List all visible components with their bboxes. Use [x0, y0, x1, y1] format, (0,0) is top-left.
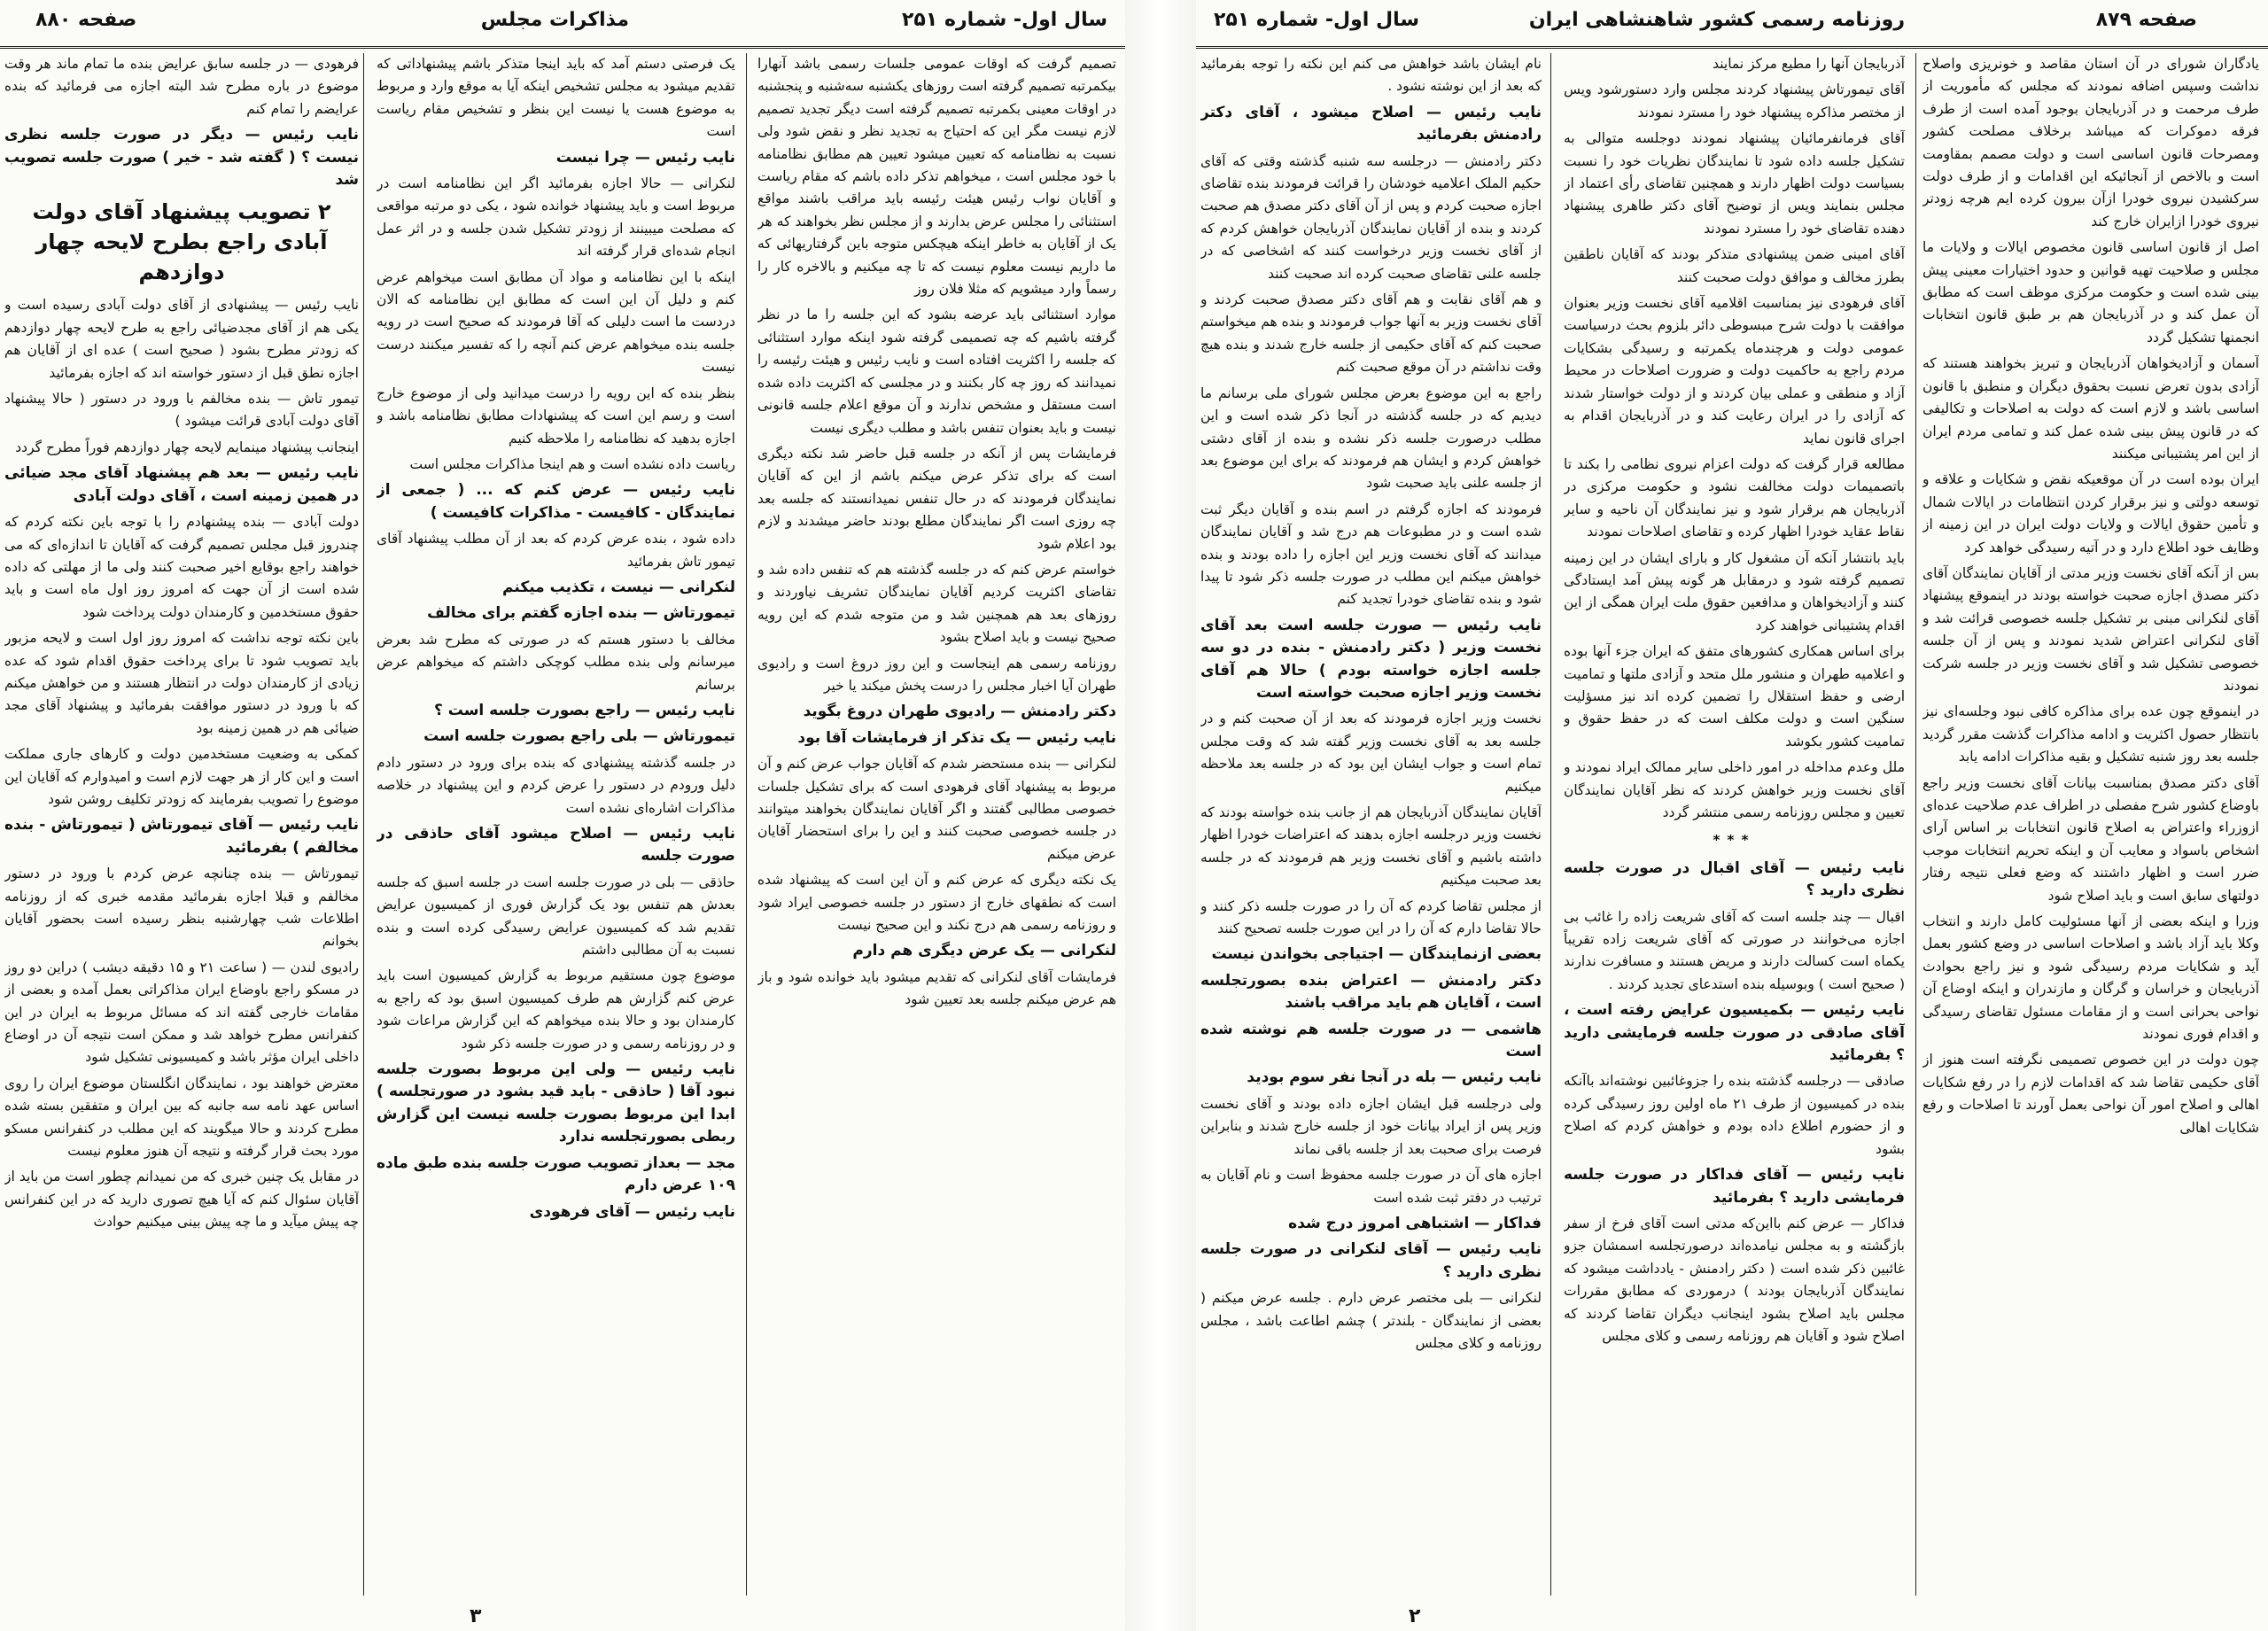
speaker-line: هاشمی — در صورت جلسه هم نوشته شده است: [1200, 1020, 1542, 1061]
speaker-line: نایب رئیس — بعد هم پیشنهاد آقای مجد ضیائی در همین زمینه است ، آقای دولت آبادی: [4, 464, 359, 505]
paragraph: باید بانتشار آنکه آن مشغول کار و بارای ایشان در این زمینه تصمیم گرفته شود و درمقابل هر گونه پیش آمد ایستادگی کنند و آزادیخواهان و مدافعین حقوق ملت ایران همگی از این اقدام پشتیبانی خواهند کرد: [1564, 549, 1905, 633]
paragraph: باین نکته توجه نداشت که امروز روز اول است و لایحه مزبور باید تصویب شود تا برای پرداخت حقوق اقدام شود که عده زیادی از کارمندان دولت در انتظار هستند و من خواهش میکنم که با ورود در دستور موافقت بفرمائید و پیشنهاد آقای مجد ضیائی هم در همین زمینه بود: [4, 630, 359, 736]
paragraph: آقای تیمورتاش پیشنهاد کردند مجلس وارد دستورشود ویس از مختصر مذاکره پیشنهاد خود را مسترد نمودند: [1564, 82, 1905, 120]
left-page: [0, 0, 1125, 1631]
paragraph: لنکرانی — بلی مختصر عرض دارم . جلسه عرض میکنم ( بعضی از نمایندگان - بلندتر ) چشم اطاعت باشد ، مجلس روزنامه و کلای مجلس: [1200, 1290, 1542, 1351]
paragraph: تیمورتاش — بنده چنانچه عرض کردم با ورود در دستور مخالفم و قبلا اجازه بفرمائید مقدمه خبری که از روزنامه اطلاعات شب چهارشنبه بنظر رسیده است بحضور آقایان بخوانم: [4, 866, 359, 950]
left-page-column-right: [757, 53, 1116, 1596]
column-divider: [1915, 53, 1916, 1596]
paragraph: در مقابل یک چنین خبری که من نمیدانم چطور است من باید از آقایان سئوال کنم که آیا هیچ تصوری دارید که در این کنفرانس چه پیش میآید و ما چه پیش بینی میکنیم حوادث: [4, 1169, 359, 1231]
paragraph: معترض خواهند بود ، نمایندگان انگلستان موضوع ایران را روی اساس عهد نامه سه جانبه که بین ایران و متفقین بسته شده مطرح کردند و حالا میگویند که این مطلب در کنفرانس مسکو مورد بحث قرار گرفته و نتیجه آن هنوز معلوم نیست: [4, 1075, 359, 1160]
right-page-header: [1196, 0, 2268, 49]
paragraph: اینکه با این نظامنامه و مواد آن مطابق است میخواهم عرض کنم و دلیل آن این است که مطابق این نظامنامه که الان دردست ما است دلیلی که آقا فرمودند که صحیح است در رویه جلسه بنده میخواهم عرض کنم آنچه را که تفسیر میکنند درست نیست: [377, 268, 735, 376]
right-page-column-left: [1200, 53, 1542, 1596]
paragraph: راجع به این موضوع بعرض مجلس شورای ملی برسانم ما دیدیم که در جلسه گذشته در آنجا ذکر شده است و این مطلب درصورت جلسه ذکر نشده و بنده از آقای دشتی خواهش کردم و ایشان هم فرمودند که برای این موضوع بعد از جلسه علنی باید صحبت شود: [1200, 384, 1542, 492]
paragraph: مخالف با دستور هستم که در صورتی که مطرح شد بعرض میرسانم ولی بنده مطلب کوچکی داشتم که میخواهم عرض برسانم: [377, 631, 735, 693]
speaker-line: نایب رئیس — آقای تیمورتاش ( تیمورتاش - بنده مخالفم ) بفرمائید: [4, 816, 359, 857]
speaker-line: دکتر رادمنش — اعتراض بنده بصورتجلسه است ، آقایان هم باید مراقب باشند: [1200, 971, 1542, 1013]
speaker-line: نایب رئیس — بله در آنجا نفر سوم بودید: [1247, 1068, 1542, 1087]
paragraph: برای اساس همکاری کشورهای متفق که ایران جزء آنها بوده و اعلامیه طهران و منشور ملل متحد و آزادی ملتها و تمامیت ارضی و حفظ استقلال را تضمین کرده اند نیز مسؤلیت سنگین است و دولت مکلف است که در حفظ حقوق و تمامیت کشور بکوشد: [1564, 643, 1905, 749]
paragraph: در جلسه گذشته پیشنهادی که بنده برای ورود در دستور دادم دلیل ورودم در دستور را عرض کردم و این پیشنهاد در خلاصه مذاکرات اشاره‌ای نشده است: [377, 754, 735, 816]
paragraph: روزنامه رسمی هم اینجاست و این روز دروغ است و رادیوی طهران آیا اخبار مجلس را درست پخش میکند یا خیر: [757, 655, 1116, 694]
paragraph: فداکار — عرض کنم بااین‌که مدتی است آقای فرخ از سفر بازگشته و به مجلس نیامده‌اند درصورتجلسه اسمشان جزو غائبین ذکر شده است ( دکتر رادمنش - یادداشت میشود که نمایندگان آذربایجان بودند ) درموردی که مطابق مقررات مجلس باید اصلاح بشود اینجانب دیگران تقاضا کردند که اصلاح شود و آقایان هم روزنامه رسمی و کلای مجلس: [1564, 1215, 1905, 1344]
right-header-title: روزنامه رسمی کشور شاهنشاهی ایران: [1528, 9, 1905, 31]
paragraph: از مجلس تقاضا کردم که آن را در صورت جلسه ذکر کنند و حالا تقاضا دارم که آن را در این صورت جلسه تصحیح کنند: [1200, 897, 1542, 937]
speaker-line: دکتر رادمنش — رادیوی طهران دروغ بگوید: [803, 703, 1116, 721]
column-divider: [363, 53, 364, 1596]
paragraph: موضوع چون مستقیم مربوط به گزارش کمیسیون است باید عرض کنم گزارش هم طرف کمیسیون اسبق بود که راجع به کارمندان بود و حالا بنده میخواهم که این گزارش مراعات شود و در روزنامه رسمی و در صورت جلسه ذکر شود: [377, 967, 735, 1052]
paragraph: چون دولت در این خصوص تصمیمی نگرفته است هنوز از آقای حکیمی تقاضا شد که اقدامات لازم را در رفع شکایات اهالی و اصلاح امور آن نواحی بعمل آورند تا اصلاحات و رفع شکایات اهالی: [1922, 1052, 2259, 1136]
paragraph: آسمان و آزادیخواهان آذربایجان و تبریز بخواهند هستند که آزادی بدون تعرض نسبت بحقوق دیگران و منطبق با قانون اساسی باشد و لازم است که دولت به اصلاحات و تکالیفی که در قانون پیش بینی شده عمل کند و تمامی مردم ایران از این امر پشتیبانی میکنند: [1922, 355, 2259, 462]
speaker-line: تیمورتاش — بنده اجازه گفتم برای مخالف: [427, 604, 735, 623]
speaker-line: نایب رئیس — دیگر در صورت جلسه نظری نیست ؟ ( گفته شد - خیر ) صورت جلسه تصویب شد: [4, 126, 359, 190]
left-header-title: مذاکرات مجلس: [480, 9, 629, 31]
paragraph: دکتر رادمنش — درجلسه سه شنبه گذشته وقتی که آقای حکیم الملک اعلامیه خودشان را قرائت فرمودند بنده تقاضای اجازه صحبت کردم و پس از آن آقای دکتر مصدق هم صحبت کردند و بنده از آقایان نمایندگان آذربایجان خواهش کردم که از آقای نخست وزیر درخواست کنند که اشخاصی که در جلسه علنی تقاضای صحبت کرده اند صحبت کنند: [1200, 152, 1542, 282]
paragraph: فرمایشات آقای لنکرانی که تقدیم میشود باید خوانده شود و باز هم عرض میکنم جلسه بعد تعیین شود: [757, 968, 1116, 1008]
left-page-column-middle: [377, 53, 735, 1596]
paragraph: لنکرانی — بنده مستحضر شدم که آقایان جواب عرض کنم و آن مربوط به پیشنهاد آقای فرهودی است که برای تشکیل جلسات خصوصی مطالبی گفتند و اگر آقایان نمایندگان بخواهند میتوانند در جلسه خصوصی صحبت کنند و این را برای استحضار آقایان عرض میکنم: [757, 756, 1116, 862]
speaker-line: نایب رئیس — صورت جلسه است بعد آقای نخست وزیر ( دکتر رادمنش - بنده در دو سه جلسه اجازه خواسته بودم ) حالا هم آقای نخست وزیر اجازه صحبت خواسته است: [1200, 616, 1542, 702]
paragraph: آقای فرهودی نیز بمناسبت اقلامیه آقای نخست وزیر بعنوان موافقت با دولت شرح مبسوطی دائر بلزوم بحث درسیاست عمومی دولت و هرچندماه یکمرتبه و رسیدگی بشکایات مردم راجع به حاکمیت دولت و ضرورت اصلاحات در محیط آزاد و منطقی و عملی بیان کردند و از دولت خواستار شدند که آزادی را در ایران رعایت کند و در آذربایجان اقدام به اجرای قانون نماید: [1564, 295, 1905, 447]
speaker-line: لنکرانی — نیست ، تکذیب میکنم: [502, 578, 735, 596]
speaker-line: نایب رئیس — آقای لنکرانی در صورت جلسه نظری دارید ؟: [1200, 1240, 1542, 1281]
speaker-line: بعضی ازنمایندگان — اجتیاجی بخواندن نیست: [1211, 945, 1542, 964]
right-page-column-right: [1922, 53, 2259, 1596]
paragraph: تیمور تاش — بنده مخالفم با ورود در دستور ( حالا پیشنهاد آقای دولت آبادی قرائت میشود ): [4, 391, 359, 430]
right-issue-label: سال اول- شماره ۲۵۱: [1214, 9, 1419, 31]
speaker-line: نایب رئیس — اصلاح میشود ، آقای دکتر رادمنش بفرمائید: [1200, 103, 1542, 144]
column-divider: [746, 53, 747, 1596]
left-page-header: [0, 0, 1125, 49]
paragraph: یادگاران شورای در آن استان مقاصد و خونریزی واصلاح نداشت وسپس اضافه نمودند که مجلس که مأموریت از طرف مرحمت و در آذربایجان بوجود آمده است از طرف فرقه دموکرات که میباشد برخلاف مصلحت کشور ومصرحات قانون اساسی است و دولت مصمم بمقاومت است و بالاخص از آنجائیکه این اقدامات و از طرف دولت سرکشیدن نیروی خودرا ازآن بیرون کرده ایم هرچه زودتر نیروی خودرا ازایران خارج کند: [1922, 56, 2259, 229]
speaker-line: نایب رئیس — یک تذکر از فرمایشات آقا بود: [797, 728, 1116, 747]
speaker-line: نایب رئیس — آقای اقبال در صورت جلسه نظری دارید ؟: [1564, 858, 1905, 900]
paragraph: آقای امینی ضمن پیشنهادی متذکر بودند که آقایان ناطقین بطرز مخالف و موافق دولت صحبت کنند: [1564, 246, 1905, 285]
paragraph: یک نکته دیگری که عرض کنم و آن این است که پیشنهاد شده است که نطقهای خارج از دستور در جلسه خصوصی ایراد شود و روزنامه رسمی هم درج نکند و این صحیح نیست: [757, 872, 1116, 934]
speaker-line: نایب رئیس — عرض کنم که ... ( جمعی از نمایندگان - کافیست - مذاکرات کافیست ): [377, 481, 735, 522]
paragraph: نخست وزیر اجازه فرمودند که بعد از آن صحبت کنم و در جلسه بعد به آقای نخست وزیر گفته شد که وقت مجلس تمام است و جواب ایشان این بود که در جلسه بعد ملاحظه میکنیم: [1200, 711, 1542, 795]
left-page-label: صفحه ۸۸۰: [35, 9, 137, 31]
paragraph: فرمودند که اجازه گرفتم در اسم بنده و آقایان دیگر ثبت شده است و در مطبوعات هم درج شد و آقایان نمایندگان میدانند که آقای نخست وزیر این اجازه را داده بودند و بنده خواهش میکنم این مطلب در صورت جلسه ذکر شود تا پیدا شود و بنده تقاضای خودرا تجدید کنم: [1200, 501, 1542, 608]
speaker-line: نایب رئیس — راجع بصورت جلسه است ؟: [433, 701, 735, 719]
paragraph: بس از آنکه آقای نخست وزیر مدتی از آقایان نمایندگان آقای دکتر مصدق اجازه صحبت خواسته بودند در اینموقع پیشنهاد آقای لنکرانی مبنی بر تشکیل جلسه خصوصی قرائت شد و آقای لنکرانی اعتراض شدید نمودند و پس از آن جلسه خصوصی تشکیل شد و آقای نخست وزیر در جلسه شرکت نمودند: [1922, 564, 2259, 694]
paragraph: یک فرصتی دستم آمد که باید اینجا متذکر باشم پیشنهاداتی که تقدیم میشود به مجلس تشخیص اینکه آیا به موقع وارد و مربوط به موضوع هست یا نیست این بنظر و تشخیص مقام ریاست است: [377, 56, 735, 140]
column-divider: [1550, 53, 1551, 1596]
paragraph: ریاست داده نشده است و هم اینجا مذاکرات مجلس است: [409, 455, 735, 472]
paragraph: لنکرانی — حالا اجازه بفرمائید اگر این نظامنامه است در مربوط است و باید پیشنهاد خوانده شود ، یکی دو مرتبه مواقعی که مصلحت میبینند از زودتر تشکیل شدن جلسه و در اثر عمل انجام شده‌ای قرار گرفته اند: [377, 175, 735, 260]
paragraph: و هم آقای نقابت و هم آقای دکتر مصدق صحبت کردند و آقای نخست وزیر به آنها جواب فرمودند و بنده هم میخواستم صحبت کنم که آقای حکیمی از جلسه خارج شدند و بنده هیچ وقت نداشتم در آن موقع صحبت کنم: [1200, 291, 1542, 376]
left-page-column-left: [4, 53, 359, 1596]
speaker-line: نایب رئیس — آقای فرهودی: [529, 1202, 735, 1221]
right-page-column-middle: [1564, 53, 1905, 1596]
speaker-line: نایب رئیس — چرا نیست: [555, 148, 735, 167]
paragraph: حاذقی — بلی در صورت جلسه است در جلسه اسبق که جلسه بعدش هم تنفس بود یک گزارش فوری از کمیسیون عرایض تقدیم شد که کمیسیون عرایض رسیدگی کرده است و بنده نسبت به آن مطالبی داشتم: [377, 874, 735, 959]
paragraph: خواستم عرض کنم که در جلسه گذشته هم که تنفس داده شد و تقاضای اکثریت کردیم آقایان نمایندگان تشریف نیاوردند و روزهای بعد هم همچنین شد و من متوجه شدم که این رویه صحیح نیست و باید اصلاح بشود: [757, 561, 1116, 646]
speaker-line: نایب رئیس — اصلاح میشود آقای حاذقی در صورت جلسه: [377, 825, 735, 866]
paragraph: اینجانب پیشنهاد مینمایم لایحه چهار دوازدهم فوراً مطرح گردد: [15, 439, 359, 455]
paragraph: تصمیم گرفت که اوقات عمومی جلسات رسمی باشد آنهارا بیکمرتبه تصمیم گرفته است روزهای یکشنبه سه‌شنبه و پنجشنبه در اوقات معینی بکمرتبه تصمیم گرفته است دیگر تجدید تصمیم لازم نیست مگر این که احتیاج به تجدید نظر و نقض شود ولی نسبت به نظامنامه که تعیین میشود تعیین هم مطابق نظامنامه با خود مجلس است ، میخواهم تذکر داده باشم که مقام ریاست و آقایان نواب رئیس هیئت رئیسه باید مراقب باشند مواقع استثنائی را مجلس عرض بدارند و از مجلس نظر بخواهند که هر یک از آقایان به خاطر اینکه هیچکس متوجه باین گرفتاریهائی که ما داریم نیست معلوم نیست که تا چه میکنیم و بالاخره کار را رسماً وارد میشویم که مثلا فلان روز: [757, 56, 1116, 298]
paragraph: ولی درجلسه قبل ایشان اجازه داده بودند و آقای نخست وزیر پس از ایراد بیانات خود از جلسه خارج شدند و بنابراین فرصت برای صحبت بعد از جلسه باقی نماند: [1200, 1095, 1542, 1157]
paragraph: فرهودی — در جلسه سابق عرایض بنده ما تمام ماند هر وقت موضوع در باره مطرح شد البته اجازه می فرمائید که بنده عرایضم را تمام کنم: [4, 56, 359, 117]
paragraph: آذربایجان آنها را مطیع مرکز نمایند: [1713, 56, 1905, 72]
paragraph: مطالعه قرار گرفت که دولت اعزام نیروی نظامی را بکند تا باتصمیمات دولت مخالفت نشود و حکومت مرکزی در آذربایجان هم برقرار شود و نیز نمایندگان آن ناحیه و سایر نقاط عقاید خودرا اظهار کرده و تقاضای اصلاحات نمودند: [1564, 455, 1905, 540]
paragraph: دولت آبادی — بنده پیشنهادم را با توجه باین نکته کردم که چندروز قبل مجلس تصمیم گرفت که آقایان تا اندازه‌ای که می خواهند راجع بوقایع اخیر صحبت کنند ولی ما از مهلتی که داده شده است از آن جهت که امروز روز اول ماه است و باید حقوق مستخدمین و کارمندان دولت پرداخت شود: [4, 514, 359, 620]
left-page-number: ۳: [470, 1605, 482, 1627]
paragraph: وزرا و اینکه بعضی از آنها مسئولیت کامل دارند و انتخاب وکلا باید آزاد باشد و اصلاحات اساسی در وضع کشور بعمل آید و شکایات مردم رسیدگی شود و نیز راجع بحوادث آذربایجان و خراسان و گرگان و مازندران و اینکه اوضاع آن نواحی بحرانی است و از مقامات مسئول تقاضای رسیدگی و اقدام فوری نمودند: [1922, 913, 2259, 1043]
paragraph: اصل از قانون اساسی قانون مخصوص ایالات و ولایات ما مجلس و صلاحیت تهیه قوانین و حدود اختیارات معینی پیش بینی شده است و حکومت مرکزی موظف است که مطابق آن عمل کند و در آذربایجان هم بر طبق قانون انتخابات انجمنها تشکیل گردد: [1922, 239, 2259, 346]
paragraph: آقای فرمانفرمائیان پیشنهاد نمودند دوجلسه متوالی به تشکیل جلسه داده شود تا نمایندگان نظریات خود را نسبت بسیاست دولت اظهار دارند و همچنین تقاضای رأی اعتماد از مجلس بنمایند ویس از توضیح آقای دکتر طاهری پیشنهاد دهنده تقاضای خود را مسترد نمودند: [1564, 130, 1905, 237]
paragraph: رادیوی لندن — ( ساعت ۲۱ و ۱۵ دقیقه دیشب ) دراین دو روز در مسکو راجع باوضاع ایران مذاکراتی بعمل آمده و بعضی از مقامات خارجی گفته اند که مسائل مربوط به ایران در این کنفرانس مطرح خواهد شد و ممکن است نتیجه آن در اوضاع داخلی ایران مؤثر باشد و کمیسیونی تشکیل شود: [4, 959, 359, 1066]
paragraph: موارد استثنائی باید عرضه بشود که این جلسه را ما در نظر گرفته باشیم که چه تصمیمی گرفته شود اینکه موارد استثنائی که جلسه را اکثریت افتاده است و نایب رئیس و هیئت رئیسه را نمیدانند که روز چه کار بکنند و در مجلسی که اکثریت داده شده است مستقل و مشخص ندارند و آن موقع اعلام جلسه قانونی نیست و باید بعنوان تنفس باشد و مطلب دیگری نیست: [757, 307, 1116, 436]
paragraph: اجازه های آن در صورت جلسه محفوظ است و نام آقایان به ترتیب در دفتر ثبت شده است: [1200, 1167, 1542, 1206]
section-separator: ***: [1713, 832, 1756, 849]
right-page-number: ۲: [1409, 1605, 1421, 1627]
paragraph: بنظر بنده که این رویه را درست میدانید ولی از موضوع خارج است و رسم این است که پیشنهادات مطابق نظامنامه باشد و اجازه بدهید که نظامنامه را ملاحظه کنیم: [377, 384, 735, 447]
spread-gutter: [1125, 0, 1196, 1631]
paragraph: ایران بوده است در آن موقعیکه نقض و شکایات و علاقه و توسعه دولتی و نیز برقرار کردن انتظامات در ایالات شمال و تأمین حقوق ایالات و ولایات دولت ایران در این زمینه از وظایف خود اطلاع دارد و در آتیه رسیدگی خواهد کرد: [1922, 471, 2259, 555]
section-heading: ۲ تصویب پیشنهاد آقای دولت آبادی راجع بطرح لایحه چهار دوازدهم: [32, 199, 331, 285]
paragraph: در اینموقع چون عده برای مذاکره کافی نبود وجلسه‌ای نیز بانتظار حصول اکثریت و ادامه مذاکرات گذشت مقرر گردید جلسه بعد روز شنبه تشکیل و بقیه مذاکرات ادامه یابد: [1922, 703, 2259, 765]
speaker-line: مجد — بعداز تصویب صورت جلسه بنده طبق ماده ۱۰۹ عرض دارم: [377, 1153, 735, 1195]
speaker-line: نایب رئیس — ولی این مربوط بصورت جلسه نبود آقا ( حاذقی - باید قید بشود در صورتجلسه ) ابدا این مربوط بصورت جلسه نیست این گزارش ربطی بصورتجلسه ندارد: [377, 1060, 735, 1146]
paragraph: نام ایشان باشد خواهش می کنم این نکته را توجه بفرمائید که بعد از این نوشته نشود .: [1200, 56, 1542, 95]
right-page-label: صفحه ۸۷۹: [2095, 9, 2197, 31]
paragraph: ملل وعدم مداخله در امور داخلی سایر ممالک ایراد نمودند و آقای نخست وزیر خواهش کردند که نظر آقایان نمایندگان تعیین و مجلس روزنامه رسمی منتشر گردد: [1564, 759, 1905, 820]
paragraph: فرمایشات پس از آنکه در جلسه قبل حاضر شد نکته دیگری است که برای تذکر عرض میکنم باشم از این که آقایان نمایندگان فرمودند که در حال تنفس نمیدانستند که جلسه بعد چه روزی است اگر نمایندگان مطلع بودند حاضر میشدند و لازم بود اعلام شود: [757, 445, 1116, 552]
paragraph: نایب رئیس — پیشنهادی از آقای دولت آبادی رسیده است و یکی هم از آقای مجدضیائی راجع به طرح لایحه چهار دوازدهم که زودتر مطرح بشود ( صحیح است ) عده ای از آقایان هم اجازه نطق قبل از دستور خواسته اند که اجازه بفرمائید: [4, 297, 359, 381]
speaker-line: لنکرانی — یک عرض دیگری هم دارم: [852, 942, 1116, 960]
left-issue-label: سال اول- شماره ۲۵۱: [902, 9, 1107, 31]
speaker-line: نایب رئیس — آقای فداکار در صورت جلسه فرمایشی دارید ؟ بفرمائید: [1564, 1166, 1905, 1207]
speaker-line: فداکار — اشتباهی امروز درج شده: [1288, 1214, 1542, 1232]
paragraph: آقای دکتر مصدق بمناسبت بیانات آقای نخست وزیر راجع باوضاع کشور شرح مفصلی در اطراف عدم صلاحیت عده‌ای ازوزراء واعتراض به اصلاح قانون انتخابات بر اساس آرای اشخاص باسواد و معایب آن و اینکه تحریم انتخابات موجب ضرر است و اظهار داشتند که وضع فعلی نتیجه رفتار دولتهای سابق است و باید اصلاح شود: [1922, 774, 2259, 904]
paragraph: صادقی — درجلسه گذشته بنده را جزوغائبین نوشته‌اند باآنکه بنده در کمیسیون از طرف ۲۱ ماه اولین روز رسیدگی کرده و از حضورم اطلاع داده بودم و خواهش کردم که اصلاح بشود: [1564, 1073, 1905, 1157]
paragraph: اقبال — چند جلسه است که آقای شریعت زاده را غائب بی اجازه می‌خوانند در صورتی که آقای شریعت زاده تقریباً یکماه است کسالت دارند و مریض هستند و مسافرت ندارند ( صحیح است ) وبوسیله بنده استدعای تجدید کردند .: [1564, 908, 1905, 992]
paragraph: آقایان نمایندگان آذربایجان هم از جانب بنده خواسته بودند که نخست وزیر درجلسه اجازه بدهند که اعتراضات خودرا اظهار داشته باشیم و آقای نخست وزیر هم فرمودند که در جلسه بعد صحبت میکنیم: [1200, 804, 1542, 889]
paragraph: داده شود ، بنده عرض کردم که بعد از آن مطلب پیشنهاد آقای تیمور تاش بفرمائید: [377, 531, 735, 570]
speaker-line: تیمورتاش — بلی راجع بصورت جلسه است: [423, 727, 735, 746]
speaker-line: نایب رئیس — بکمیسیون عرایض رفته است ، آقای صادقی در صورت جلسه فرمایشی دارید ؟ بفرمائید: [1564, 1001, 1905, 1065]
right-page: [1196, 0, 2268, 1631]
paragraph: کمکی به وضعیت مستخدمین دولت و کارهای جاری مملکت است و این کار از هر جهت لازم است و امیدوارم که آقایان این موضوع را تصویب بفرمایند که زودتر تکلیف روشن شود: [4, 746, 359, 807]
